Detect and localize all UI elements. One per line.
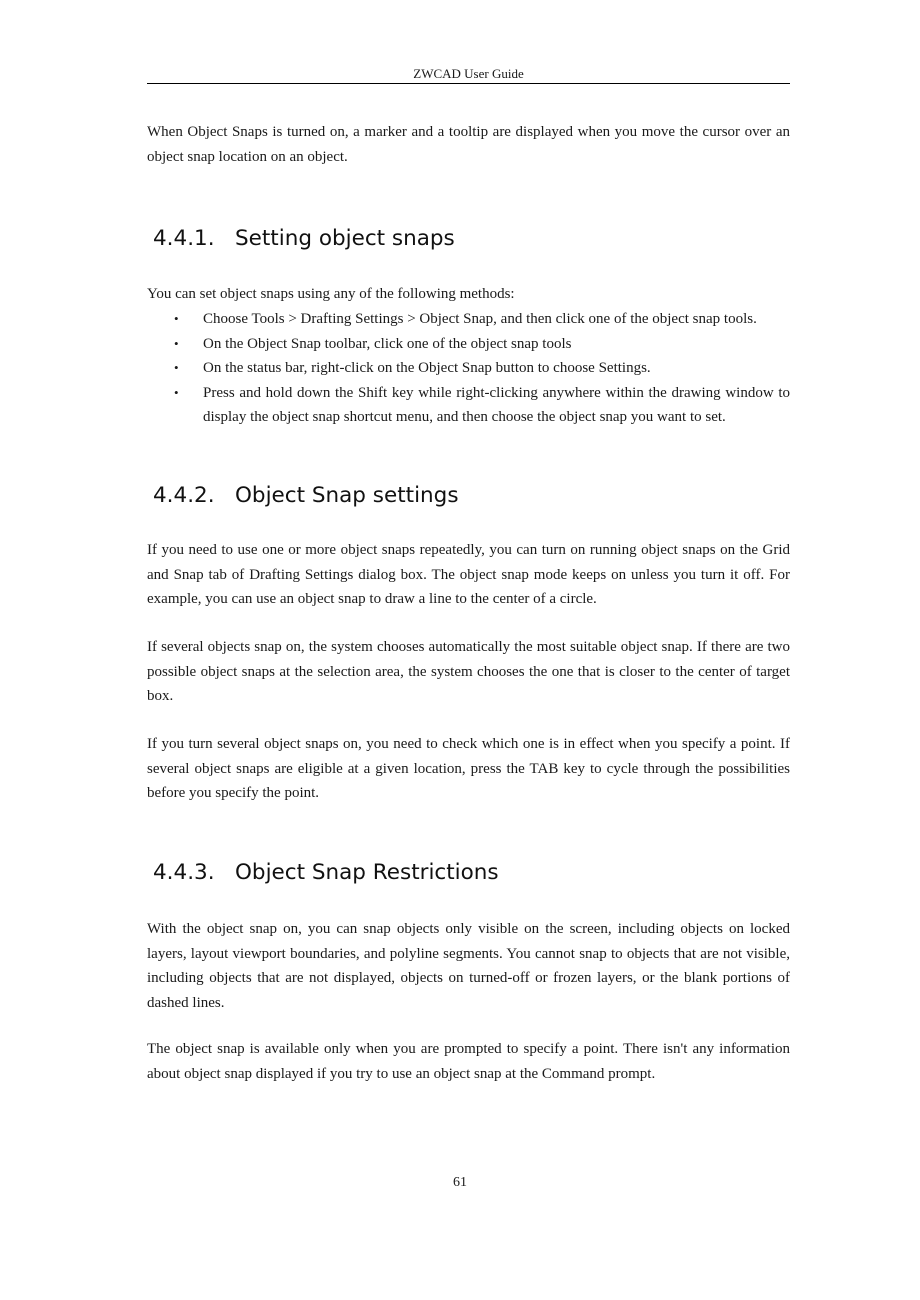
methods-list [147,307,790,430]
section-title: Setting object snaps [235,226,455,251]
list-item [147,307,790,332]
list-item-text: Press and hold down the Shift key while right-clicking anywhere within the drawing window to display the object snap shortcut menu, and then choose the object snap you want to set. [203,384,790,425]
paragraph: If you need to use one or more object snaps repeatedly, you can turn on running object snaps on the Grid and Snap tab of Drafting Settings dialog box. The object snap mode keeps on unless you turn it off. For example, you can use an object snap to draw a line to the center of a circle. [147,542,790,607]
list-item-text: On the status bar, right-click on the Object Snap button to choose Settings. [203,360,651,376]
page-number: 61 [453,1175,467,1190]
bullet-icon: • [174,384,179,400]
bullet-icon: • [174,335,179,351]
list-item-text: On the Object Snap toolbar, click one of the object snap tools [203,335,572,352]
section-heading-4-4-2 [153,482,459,510]
intro-paragraph: When Object Snaps is turned on, a marker and a tooltip are displayed when you move the cursor over an object snap location on an object. [147,124,790,165]
section-number: 4.4.1. [153,226,215,251]
bullet-icon: • [174,311,179,326]
list-item [147,356,790,381]
list-item-text: Choose Tools > Drafting Settings > Object Snap, and then click one of the object snap tools. [203,311,757,327]
section-heading-4-4-1 [153,225,455,253]
paragraph: With the object snap on, you can snap objects only visible on the screen, including objects on locked layers, layout viewport boundaries, and polyline segments. You cannot snap to objects that are not visible, including objects that are not displayed, objects on turned-off or frozen layers, or the blank portions of dashed lines. [147,921,790,1011]
section-number: 4.4.2. [153,483,215,508]
methods-lead: You can set object snaps using any of the following methods: [147,286,515,302]
section-title: Object Snap settings [235,483,459,508]
paragraph: If several objects snap on, the system chooses automatically the most suitable object snap. If there are two possible object snaps at the selection area, the system chooses the one that is closer to the center of target box. [147,639,790,704]
paragraph: The object snap is available only when you are prompted to specify a point. There isn't any information about object snap displayed if you try to use an object snap at the Command prompt. [147,1041,790,1082]
section-title: Object Snap Restrictions [235,860,499,885]
paragraph: If you turn several object snaps on, you need to check which one is in effect when you specify a point. If several object snaps are eligible at a given location, press the TAB key to cycle through the possibilities before you specify the point. [147,736,790,801]
list-item [147,381,790,430]
list-item [147,332,790,357]
bullet-icon: • [174,360,179,375]
section-number: 4.4.3. [153,860,215,885]
running-header: ZWCAD User Guide [147,64,790,84]
section-heading-4-4-3 [153,859,499,887]
